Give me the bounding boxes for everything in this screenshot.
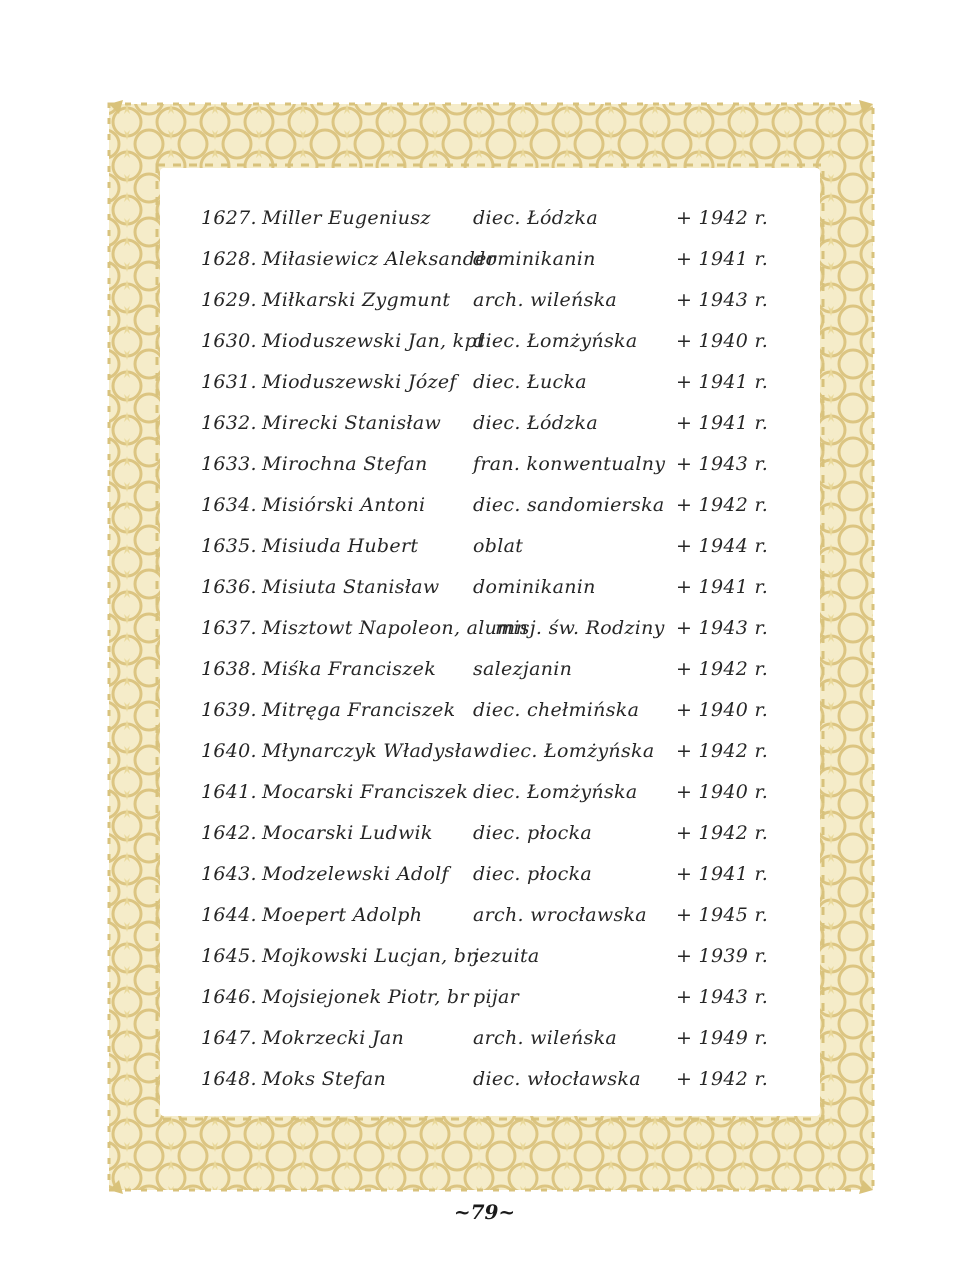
entry-name: Miller Eugeniusz [262, 207, 431, 229]
entry-name: Moks Stefan [262, 1068, 386, 1090]
list-item [0, 650, 969, 688]
entry-affiliation: diec. Łomżyńska [473, 781, 638, 803]
entry-death: + 1941 r. [676, 412, 769, 434]
list-item [0, 937, 969, 975]
entry-affiliation: fran. konwentualny [473, 453, 666, 475]
entry-death: + 1942 r. [676, 658, 769, 680]
page-number: ~79~ [453, 1200, 516, 1224]
entry-affiliation: arch. wileńska [473, 289, 618, 311]
entry-number: 1642. [201, 822, 257, 844]
list-item [0, 486, 969, 524]
entry-death: + 1943 r. [676, 289, 769, 311]
entry-name: Miłasiewicz Aleksander [262, 248, 497, 270]
entry-affiliation: diec. włocławska [473, 1068, 641, 1090]
list-item [0, 404, 969, 442]
entry-death: + 1941 r. [676, 371, 769, 393]
entry-death: + 1943 r. [676, 453, 769, 475]
list-item [0, 445, 969, 483]
entry-affiliation: diec. chełmińska [473, 699, 640, 721]
entry-name: Moepert Adolph [262, 904, 423, 926]
entry-number: 1627. [201, 207, 257, 229]
entry-death: + 1940 r. [676, 781, 769, 803]
list-item [0, 240, 969, 278]
entry-name: Młynarczyk Władysław [262, 740, 490, 762]
list-item [0, 609, 969, 647]
entry-death: + 1941 r. [676, 248, 769, 270]
entry-affiliation: diec. Łomżyńska [473, 330, 638, 352]
entry-death: + 1942 r. [676, 740, 769, 762]
entry-death: + 1941 r. [676, 863, 769, 885]
entry-affiliation: jezuita [473, 945, 540, 967]
entry-death: + 1940 r. [676, 330, 769, 352]
entry-death: + 1940 r. [676, 699, 769, 721]
entry-affiliation: misj. św. Rodziny [495, 617, 665, 639]
entry-name: Mocarski Franciszek [262, 781, 469, 803]
entry-number: 1630. [201, 330, 257, 352]
entry-affiliation: diec. Łódzka [473, 207, 598, 229]
list-item [0, 568, 969, 606]
entry-death: + 1945 r. [676, 904, 769, 926]
entry-number: 1641. [201, 781, 257, 803]
entry-name: Mirecki Stanisław [262, 412, 442, 434]
entry-affiliation: diec. Łomżyńska [490, 740, 655, 762]
entry-name: Misiuda Hubert [262, 535, 419, 557]
entry-affiliation: arch. wileńska [473, 1027, 618, 1049]
entry-number: 1636. [201, 576, 257, 598]
entry-number: 1631. [201, 371, 257, 393]
entry-death: + 1941 r. [676, 576, 769, 598]
entry-affiliation: dominikanin [473, 576, 596, 598]
entry-death: + 1949 r. [676, 1027, 769, 1049]
list-item [0, 732, 969, 770]
entry-affiliation: diec. sandomierska [473, 494, 665, 516]
entry-number: 1635. [201, 535, 257, 557]
list-item [0, 691, 969, 729]
entry-affiliation: salezjanin [473, 658, 573, 680]
list-item [0, 896, 969, 934]
entry-number: 1646. [201, 986, 257, 1008]
entry-number: 1647. [201, 1027, 257, 1049]
list-item [0, 1019, 969, 1057]
entry-affiliation: oblat [473, 535, 524, 557]
entry-affiliation: diec. płocka [473, 822, 593, 844]
entry-death: + 1942 r. [676, 494, 769, 516]
entry-number: 1638. [201, 658, 257, 680]
entry-number: 1645. [201, 945, 257, 967]
entry-number: 1629. [201, 289, 257, 311]
list-item [0, 322, 969, 360]
entry-death: + 1942 r. [676, 1068, 769, 1090]
entry-name: Mokrzecki Jan [262, 1027, 405, 1049]
entry-death: + 1942 r. [676, 822, 769, 844]
list-item [0, 978, 969, 1016]
entry-death: + 1939 r. [676, 945, 769, 967]
entry-name: Misiuta Stanisław [262, 576, 440, 598]
entry-name: Modzelewski Adolf [262, 863, 449, 885]
entry-number: 1633. [201, 453, 257, 475]
list-item [0, 855, 969, 893]
entry-name: Mioduszewski Jan, kpt [262, 330, 485, 352]
entry-death: + 1943 r. [676, 986, 769, 1008]
list-item [0, 527, 969, 565]
entry-death: + 1943 r. [676, 617, 769, 639]
entry-name: Mojsiejonek Piotr, br [262, 986, 469, 1008]
entry-number: 1634. [201, 494, 257, 516]
entry-affiliation: diec. Łucka [473, 371, 587, 393]
entry-name: Mioduszewski Józef [262, 371, 457, 393]
entry-death: + 1944 r. [676, 535, 769, 557]
entry-name: Mocarski Ludwik [262, 822, 433, 844]
entry-name: Miłkarski Zygmunt [262, 289, 451, 311]
entry-name: Misztowt Napoleon, alumn [262, 617, 529, 639]
entry-affiliation: pijar [473, 986, 520, 1008]
entry-affiliation: diec. płocka [473, 863, 593, 885]
entry-name: Miśka Franciszek [262, 658, 437, 680]
list-item [0, 1060, 969, 1098]
entry-number: 1639. [201, 699, 257, 721]
list-item [0, 199, 969, 237]
entry-death: + 1942 r. [676, 207, 769, 229]
entry-name: Mirochna Stefan [262, 453, 428, 475]
list-item [0, 281, 969, 319]
entry-name: Mitręga Franciszek [262, 699, 456, 721]
entry-name: Mojkowski Lucjan, br. [262, 945, 480, 967]
entry-number: 1628. [201, 248, 257, 270]
entry-affiliation: diec. Łódzka [473, 412, 598, 434]
entry-number: 1640. [201, 740, 257, 762]
entry-affiliation: arch. wrocławska [473, 904, 647, 926]
entry-number: 1648. [201, 1068, 257, 1090]
entry-number: 1637. [201, 617, 257, 639]
entry-name: Misiórski Antoni [262, 494, 426, 516]
list-item [0, 814, 969, 852]
list-item [0, 773, 969, 811]
entry-affiliation: dominikanin [473, 248, 596, 270]
list-item [0, 363, 969, 401]
entry-number: 1643. [201, 863, 257, 885]
entry-number: 1644. [201, 904, 257, 926]
entry-number: 1632. [201, 412, 257, 434]
